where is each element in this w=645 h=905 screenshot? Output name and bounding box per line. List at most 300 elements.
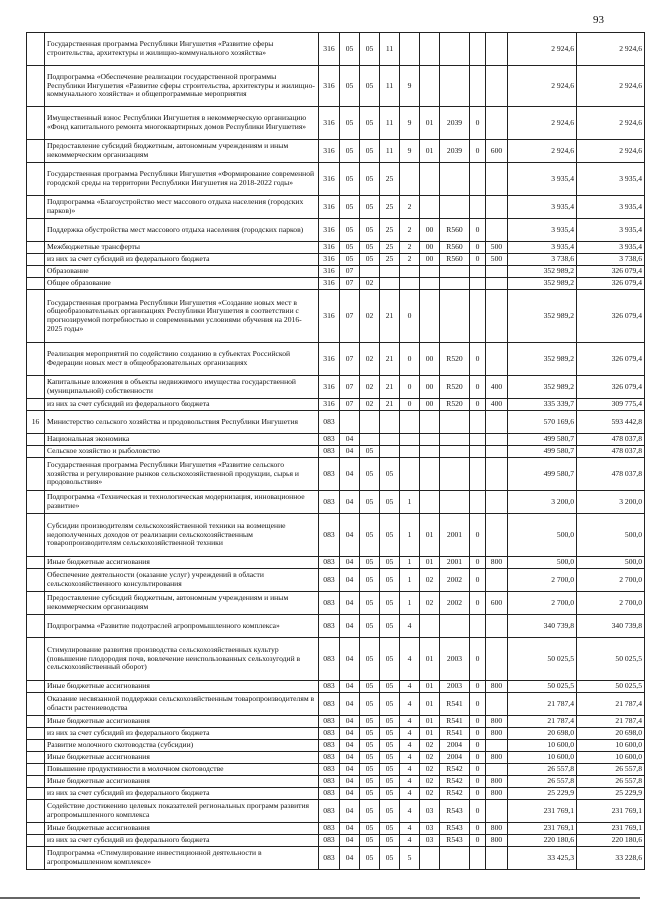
code-direction: R541: [440, 716, 470, 728]
amount-year-2: 33 228,6: [577, 847, 645, 870]
code-digit: [470, 266, 486, 278]
row-number: [27, 491, 45, 514]
code-subsection: 05: [360, 196, 380, 219]
row-name: Имущественный взнос Республики Ингушетия в некоммерческую организацию «Фонд капитального ремонта многоквартирных домов Республики Ингушетия»: [45, 107, 319, 140]
code-ministry: 316: [319, 290, 340, 343]
code-ministry: 083: [319, 411, 340, 434]
code-digit: 0: [470, 835, 486, 847]
code-program: 05: [380, 788, 400, 800]
row-name: Иные бюджетные ассигнования: [45, 681, 319, 693]
code-section: 04: [340, 764, 360, 776]
code-program: 05: [380, 716, 400, 728]
code-digit: 0: [470, 764, 486, 776]
amount-year-2: 500,0: [577, 557, 645, 569]
row-name: Министерство сельского хозяйства и продовольствия Республики Ингушетия: [45, 411, 319, 434]
code-digit: [470, 196, 486, 219]
code-section: 05: [340, 163, 360, 196]
code-event: 01: [420, 716, 440, 728]
code-event: [420, 434, 440, 446]
code-direction: 2004: [440, 740, 470, 752]
code-digit: 0: [470, 823, 486, 835]
code-subsection: 05: [360, 446, 380, 458]
row-number: [27, 728, 45, 740]
row-name: Иные бюджетные ассигнования: [45, 557, 319, 569]
code-ministry: 316: [319, 399, 340, 411]
code-expense-type: [486, 163, 508, 196]
row-number: [27, 343, 45, 376]
code-ministry: 316: [319, 266, 340, 278]
code-expense-type: [486, 446, 508, 458]
code-subprogram: [400, 411, 420, 434]
code-program: 11: [380, 140, 400, 163]
code-direction: R542: [440, 788, 470, 800]
row-number: [27, 592, 45, 615]
code-subprogram: 5: [400, 847, 420, 870]
amount-year-2: 478 037,8: [577, 434, 645, 446]
code-subprogram: 1: [400, 557, 420, 569]
row-name: Сельское хозяйство и рыболовство: [45, 446, 319, 458]
code-section: 04: [340, 716, 360, 728]
amount-year-1: 3 935,4: [508, 219, 577, 242]
table-row: [27, 569, 645, 592]
code-direction: 2039: [440, 107, 470, 140]
code-subprogram: 2: [400, 254, 420, 266]
code-direction: R541: [440, 693, 470, 716]
code-program: [380, 411, 400, 434]
table-row: [27, 163, 645, 196]
row-number: [27, 752, 45, 764]
code-subprogram: [400, 458, 420, 491]
row-name: Межбюджетные трансферты: [45, 242, 319, 254]
amount-year-2: 3 935,4: [577, 219, 645, 242]
code-expense-type: 500: [486, 242, 508, 254]
row-name: Иные бюджетные ассигнования: [45, 716, 319, 728]
row-name: Стимулирование развития производства сельскохозяйственных культур (повышение плодородия почв, вовлечение неиспользованных сельхозугодий в сельскохозяйственный оборот): [45, 638, 319, 681]
code-program: 05: [380, 800, 400, 823]
row-number: [27, 434, 45, 446]
code-expense-type: 600: [486, 140, 508, 163]
code-ministry: 083: [319, 446, 340, 458]
row-name: Иные бюджетные ассигнования: [45, 752, 319, 764]
code-section: 04: [340, 638, 360, 681]
code-expense-type: [486, 514, 508, 557]
code-program: 11: [380, 33, 400, 66]
amount-year-1: 231 769,1: [508, 800, 577, 823]
code-ministry: 316: [319, 140, 340, 163]
code-ministry: 083: [319, 569, 340, 592]
row-number: [27, 800, 45, 823]
code-subsection: 05: [360, 592, 380, 615]
code-expense-type: 800: [486, 728, 508, 740]
code-direction: R520: [440, 399, 470, 411]
table-row: [27, 788, 645, 800]
code-subprogram: 1: [400, 514, 420, 557]
table-row: [27, 728, 645, 740]
code-digit: 0: [470, 638, 486, 681]
amount-year-1: 352 989,2: [508, 376, 577, 399]
code-section: 04: [340, 615, 360, 638]
code-subprogram: 4: [400, 776, 420, 788]
code-expense-type: [486, 434, 508, 446]
code-ministry: 083: [319, 491, 340, 514]
code-event: 00: [420, 254, 440, 266]
code-ministry: 083: [319, 788, 340, 800]
code-subsection: 05: [360, 788, 380, 800]
code-digit: 0: [470, 776, 486, 788]
table-row: [27, 835, 645, 847]
code-subprogram: [400, 278, 420, 290]
code-event: 02: [420, 752, 440, 764]
code-subsection: 02: [360, 290, 380, 343]
code-program: 05: [380, 491, 400, 514]
code-program: 05: [380, 681, 400, 693]
row-number: [27, 693, 45, 716]
code-digit: 0: [470, 399, 486, 411]
code-section: 05: [340, 219, 360, 242]
row-name: Обеспечение деятельности (оказание услуг) учреждений в области сельскохозяйственного консультирования: [45, 569, 319, 592]
code-ministry: 083: [319, 823, 340, 835]
code-event: [420, 33, 440, 66]
table-row: [27, 411, 645, 434]
amount-year-1: 2 924,6: [508, 33, 577, 66]
code-event: 03: [420, 823, 440, 835]
code-program: 25: [380, 219, 400, 242]
code-direction: 2001: [440, 557, 470, 569]
amount-year-1: 352 989,2: [508, 343, 577, 376]
code-direction: R560: [440, 254, 470, 266]
code-subprogram: 9: [400, 66, 420, 107]
code-program: 21: [380, 376, 400, 399]
row-number: [27, 219, 45, 242]
row-name: Образование: [45, 266, 319, 278]
amount-year-1: 50 025,5: [508, 638, 577, 681]
amount-year-2: 3 935,4: [577, 242, 645, 254]
code-program: 05: [380, 740, 400, 752]
code-expense-type: [486, 458, 508, 491]
code-program: [380, 446, 400, 458]
row-name: Капитальные вложения в объекты недвижимого имущества государственной (муниципальной) собственности: [45, 376, 319, 399]
code-digit: [470, 458, 486, 491]
code-program: 25: [380, 196, 400, 219]
code-section: 07: [340, 399, 360, 411]
code-subprogram: 0: [400, 376, 420, 399]
amount-year-2: 25 229,9: [577, 788, 645, 800]
code-digit: [470, 847, 486, 870]
row-name: из них за счет субсидий из федерального бюджета: [45, 835, 319, 847]
code-digit: 0: [470, 219, 486, 242]
code-expense-type: [486, 693, 508, 716]
row-name: Государственная программа Республики Ингушетия «Создание новых мест в общеобразовательных организациях Республики Ингушетия в соответствии с прогнозируемой потребностью и современными условиями обучения на 2016-2025 годы»: [45, 290, 319, 343]
code-ministry: 083: [319, 681, 340, 693]
amount-year-1: 352 989,2: [508, 290, 577, 343]
row-name: Государственная программа Республики Ингушетия «Развитие сельского хозяйства и регулирование рынков сельскохозяйственной продукции, сырья и продовольствия»: [45, 458, 319, 491]
code-direction: [440, 33, 470, 66]
row-number: [27, 681, 45, 693]
code-event: 00: [420, 219, 440, 242]
code-ministry: 083: [319, 776, 340, 788]
code-program: 11: [380, 107, 400, 140]
code-event: [420, 491, 440, 514]
code-ministry: 316: [319, 33, 340, 66]
row-number: [27, 66, 45, 107]
row-name: из них за счет субсидий из федерального бюджета: [45, 254, 319, 266]
code-section: 04: [340, 592, 360, 615]
code-event: 01: [420, 693, 440, 716]
code-section: 04: [340, 693, 360, 716]
code-section: 04: [340, 681, 360, 693]
amount-year-1: 3 935,4: [508, 196, 577, 219]
table-row: [27, 823, 645, 835]
code-section: 05: [340, 242, 360, 254]
code-section: [340, 411, 360, 434]
code-event: [420, 163, 440, 196]
amount-year-2: 21 787,4: [577, 693, 645, 716]
code-program: 11: [380, 66, 400, 107]
row-number: [27, 788, 45, 800]
table-row: [27, 776, 645, 788]
code-digit: [470, 411, 486, 434]
code-event: 03: [420, 800, 440, 823]
table-row: [27, 219, 645, 242]
code-direction: [440, 458, 470, 491]
code-subprogram: 4: [400, 800, 420, 823]
code-subsection: 05: [360, 33, 380, 66]
amount-year-2: 500,0: [577, 514, 645, 557]
amount-year-1: 231 769,1: [508, 823, 577, 835]
amount-year-1: 26 557,8: [508, 776, 577, 788]
code-subprogram: 9: [400, 140, 420, 163]
code-subsection: 05: [360, 163, 380, 196]
code-event: 01: [420, 638, 440, 681]
code-section: 04: [340, 446, 360, 458]
amount-year-1: 20 698,0: [508, 728, 577, 740]
code-direction: R542: [440, 764, 470, 776]
row-number: [27, 557, 45, 569]
code-subsection: 05: [360, 823, 380, 835]
row-name: Подпрограмма «Обеспечение реализации государственной программы Республики Ингушетия «Развитие сферы строительства, архитектуры и жилищно-коммунального хозяйства» и общепрограммные мероприятия: [45, 66, 319, 107]
code-direction: 2003: [440, 681, 470, 693]
code-direction: R543: [440, 835, 470, 847]
code-expense-type: 800: [486, 557, 508, 569]
amount-year-1: 3 935,4: [508, 163, 577, 196]
budget-table-body: [27, 33, 645, 870]
code-direction: [440, 163, 470, 196]
code-subprogram: 4: [400, 752, 420, 764]
code-direction: [440, 847, 470, 870]
amount-year-2: 309 775,4: [577, 399, 645, 411]
code-expense-type: [486, 278, 508, 290]
amount-year-2: 26 557,8: [577, 776, 645, 788]
code-digit: 0: [470, 740, 486, 752]
code-subprogram: 4: [400, 728, 420, 740]
amount-year-2: 2 700,0: [577, 569, 645, 592]
code-digit: 0: [470, 728, 486, 740]
code-expense-type: [486, 411, 508, 434]
code-event: 02: [420, 740, 440, 752]
code-subprogram: 2: [400, 242, 420, 254]
code-program: 25: [380, 163, 400, 196]
amount-year-2: 3 200,0: [577, 491, 645, 514]
code-direction: R543: [440, 800, 470, 823]
code-ministry: 083: [319, 592, 340, 615]
code-direction: [440, 278, 470, 290]
amount-year-1: 499 580,7: [508, 458, 577, 491]
row-name: Иные бюджетные ассигнования: [45, 823, 319, 835]
code-subsection: 05: [360, 615, 380, 638]
code-digit: 0: [470, 681, 486, 693]
code-ministry: 316: [319, 254, 340, 266]
code-ministry: 316: [319, 219, 340, 242]
code-ministry: 316: [319, 343, 340, 376]
table-row: [27, 343, 645, 376]
row-name: из них за счет субсидий из федерального бюджета: [45, 788, 319, 800]
code-subprogram: [400, 446, 420, 458]
amount-year-1: 352 989,2: [508, 266, 577, 278]
row-number: [27, 764, 45, 776]
table-row: [27, 458, 645, 491]
row-name: Предоставление субсидий бюджетным, автономным учреждениям и иным некоммерческим организациям: [45, 592, 319, 615]
code-expense-type: 800: [486, 716, 508, 728]
code-digit: [470, 446, 486, 458]
table-row: [27, 140, 645, 163]
code-ministry: 083: [319, 638, 340, 681]
code-direction: [440, 290, 470, 343]
code-program: [380, 266, 400, 278]
amount-year-2: 20 698,0: [577, 728, 645, 740]
row-name: Поддержка обустройства мест массового отдыха населения (городских парков): [45, 219, 319, 242]
code-direction: R543: [440, 823, 470, 835]
code-subsection: [360, 266, 380, 278]
code-section: 04: [340, 514, 360, 557]
code-event: [420, 266, 440, 278]
row-number: [27, 615, 45, 638]
code-subprogram: 0: [400, 290, 420, 343]
code-digit: 0: [470, 140, 486, 163]
row-number: [27, 638, 45, 681]
code-subprogram: 4: [400, 835, 420, 847]
code-digit: 0: [470, 557, 486, 569]
code-event: [420, 278, 440, 290]
code-direction: [440, 615, 470, 638]
row-name: Реализация мероприятий по содействию созданию в субъектах Российской Федерации новых мест в общеобразовательных организациях: [45, 343, 319, 376]
amount-year-1: 21 787,4: [508, 716, 577, 728]
code-direction: 2002: [440, 592, 470, 615]
row-name: Государственная программа Республики Ингушетия «Формирование современной городской среды на территории Республики Ингушетия на 2018-2022 годы»: [45, 163, 319, 196]
row-name: Повышение продуктивности в молочном скотоводстве: [45, 764, 319, 776]
amount-year-2: 593 442,8: [577, 411, 645, 434]
amount-year-2: 2 924,6: [577, 107, 645, 140]
table-row: [27, 716, 645, 728]
row-name: Национальная экономика: [45, 434, 319, 446]
code-expense-type: [486, 800, 508, 823]
table-row: [27, 446, 645, 458]
code-digit: 0: [470, 693, 486, 716]
code-event: [420, 196, 440, 219]
table-row: [27, 196, 645, 219]
code-event: 01: [420, 557, 440, 569]
code-subsection: 05: [360, 847, 380, 870]
amount-year-2: 231 769,1: [577, 800, 645, 823]
table-row: [27, 242, 645, 254]
code-event: 01: [420, 140, 440, 163]
code-subprogram: 9: [400, 107, 420, 140]
code-expense-type: [486, 266, 508, 278]
code-section: 04: [340, 458, 360, 491]
code-ministry: 083: [319, 693, 340, 716]
code-ministry: 083: [319, 740, 340, 752]
row-number: [27, 196, 45, 219]
code-program: [380, 278, 400, 290]
code-section: 04: [340, 434, 360, 446]
row-number: [27, 514, 45, 557]
code-event: 01: [420, 728, 440, 740]
code-digit: 0: [470, 107, 486, 140]
code-subsection: [360, 411, 380, 434]
code-section: 07: [340, 290, 360, 343]
row-name: Подпрограмма «Стимулирование инвестиционной деятельности в агропромышленном комплексе»: [45, 847, 319, 870]
row-name: Подпрограмма «Благоустройство мест массового отдыха населения (городских парков)»: [45, 196, 319, 219]
code-section: 05: [340, 33, 360, 66]
amount-year-2: 326 079,4: [577, 343, 645, 376]
code-digit: 0: [470, 716, 486, 728]
code-ministry: 316: [319, 376, 340, 399]
amount-year-1: 3 200,0: [508, 491, 577, 514]
code-event: 00: [420, 242, 440, 254]
row-number: [27, 716, 45, 728]
code-subsection: 05: [360, 140, 380, 163]
code-direction: R560: [440, 219, 470, 242]
code-event: 02: [420, 776, 440, 788]
table-row: [27, 376, 645, 399]
code-digit: 0: [470, 752, 486, 764]
code-digit: [470, 278, 486, 290]
code-ministry: 083: [319, 835, 340, 847]
code-subsection: 05: [360, 752, 380, 764]
code-expense-type: 800: [486, 788, 508, 800]
code-program: 05: [380, 638, 400, 681]
code-expense-type: [486, 66, 508, 107]
amount-year-2: 231 769,1: [577, 823, 645, 835]
code-section: 05: [340, 140, 360, 163]
code-digit: 0: [470, 254, 486, 266]
code-program: 05: [380, 776, 400, 788]
row-number: [27, 458, 45, 491]
code-expense-type: [486, 107, 508, 140]
code-subsection: 02: [360, 376, 380, 399]
amount-year-2: 10 600,0: [577, 740, 645, 752]
code-direction: [440, 196, 470, 219]
table-row: [27, 399, 645, 411]
code-ministry: 083: [319, 847, 340, 870]
code-direction: 2003: [440, 638, 470, 681]
row-number: [27, 376, 45, 399]
code-program: 05: [380, 764, 400, 776]
code-ministry: 316: [319, 242, 340, 254]
code-subsection: 05: [360, 800, 380, 823]
code-program: 05: [380, 615, 400, 638]
table-row: [27, 33, 645, 66]
code-section: 04: [340, 835, 360, 847]
code-direction: [440, 434, 470, 446]
row-number: [27, 823, 45, 835]
code-section: 04: [340, 800, 360, 823]
code-section: 04: [340, 823, 360, 835]
code-subprogram: 4: [400, 823, 420, 835]
amount-year-2: 50 025,5: [577, 681, 645, 693]
code-subprogram: 4: [400, 638, 420, 681]
code-direction: 2001: [440, 514, 470, 557]
code-event: 02: [420, 592, 440, 615]
